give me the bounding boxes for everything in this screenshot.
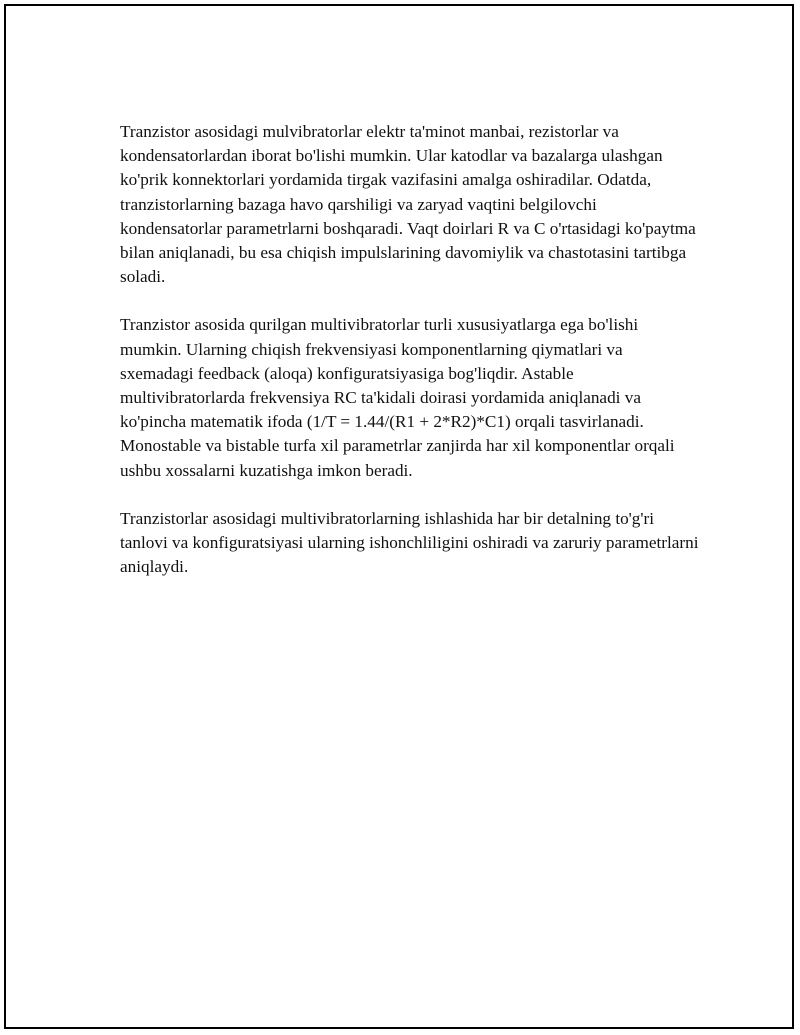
paragraph-2: Tranzistor asosida qurilgan multivibratorlar turli xususiyatlarga ega bo'lishi mumkin. Ularning chiqish frekvensiyasi komponentlarning qiymatlari va sxemadagi feedback (aloqa) konfiguratsiyasiga bog'liqdir. Astable multivibratorlarda frekvensiya RC ta'kidali doirasi yordamida aniqlanadi va ko'pincha matematik ifoda (1/T = 1.44/(R1 + 2*R2)*C1) orqali tasvirlanadi. Monostable va bistable turfa xil parametrlar zanjirda har xil komponentlar orqali ushbu xossalarni kuzatishga imkon beradi.: [120, 315, 675, 480]
paragraph-3: Tranzistorlar asosidagi multivibratorlarning ishlashida har bir detalning to'g'ri tanlovi va konfiguratsiyasi ularning ishonchliligini oshiradi va zaruriy parametrlarni aniqlaydi.: [120, 508, 699, 577]
paragraph-1: Tranzistor asosidagi mulvibratorlar elektr ta'minot manbai, rezistorlar va kondensatorlardan iborat bo'lishi mumkin. Ular katodlar va bazalarga ulashgan ko'prik konnektorlari yordamida tirgak vazifasini amalga oshiradilar. Odatda, tranzistorlarning bazaga havo qarshiligi va zaryad vaqtini belgilovchi kondensatorlar parametrlarni boshqaradi. Vaqt doirlari R va C o'rtasidagi ko'paytma bilan aniqlanadi, bu esa chiqish impulslarining davomiylik va chastotasini tartibga soladi.: [120, 122, 696, 287]
document-page: [4, 4, 794, 1029]
document-body: [120, 120, 700, 603]
